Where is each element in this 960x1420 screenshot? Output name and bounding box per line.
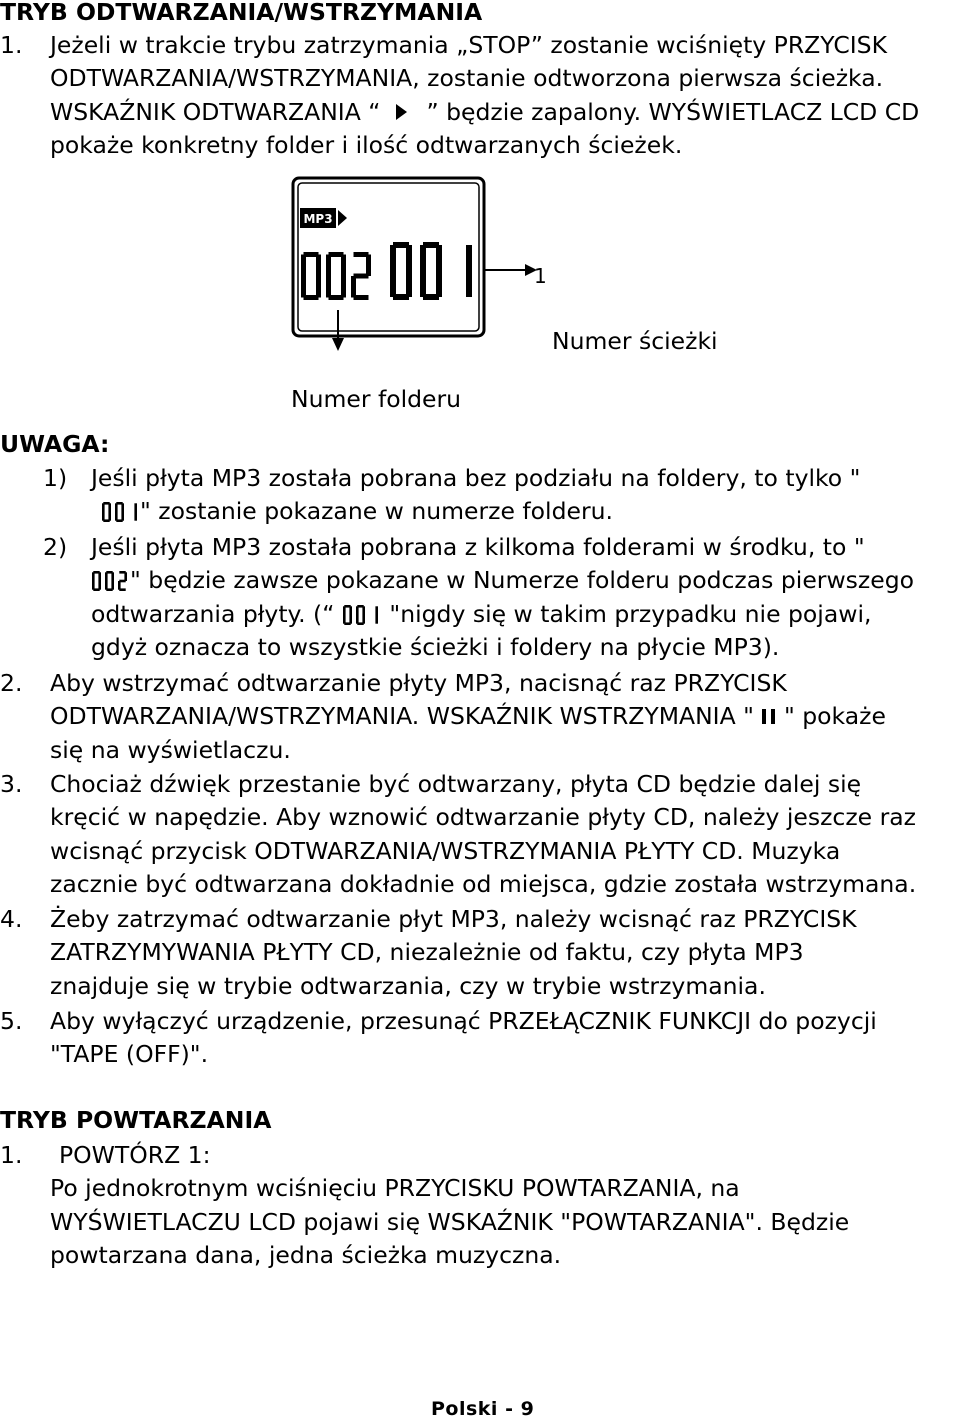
segment bbox=[366, 255, 371, 277]
segment bbox=[436, 271, 442, 297]
section-title-repeat: TRYB POWTARZANIA bbox=[0, 1106, 272, 1134]
segment bbox=[92, 581, 95, 590]
segment bbox=[351, 276, 356, 298]
segment bbox=[406, 271, 412, 297]
lcd-marker-1: 1 bbox=[534, 264, 547, 288]
segment bbox=[376, 615, 379, 624]
list-item-number: 1. bbox=[0, 1141, 23, 1169]
paragraph-line: powtarzana dana, jedna ścieżka muzyczna. bbox=[50, 1241, 562, 1270]
list-item-number: 5. bbox=[0, 1007, 23, 1035]
text-fragment: " będzie zawsze pokazane w Numerze folderu podczas pierwszego bbox=[130, 566, 914, 595]
list-item-number: 3. bbox=[0, 770, 23, 798]
lcd-digits-chip-001 bbox=[342, 602, 381, 635]
segment bbox=[356, 606, 359, 615]
text-fragment: ODTWARZANIA/WSTRZYMANIA. WSKAŹNIK WSTRZYMANIA " bbox=[50, 702, 754, 731]
segment bbox=[92, 573, 95, 582]
paragraph-line: Żeby zatrzymać odtwarzanie płyt MP3, należy wcisnąć raz PRZYCISK bbox=[50, 905, 857, 933]
segment bbox=[363, 606, 366, 615]
paragraph-line: znajduje się w trybie odtwarzania, czy w trybie wstrzymania. bbox=[50, 971, 766, 1000]
segment bbox=[108, 504, 111, 513]
segment bbox=[121, 512, 124, 521]
paragraph-line: ZATRZYMYWANIA PŁYTY CD, niezależnie od faktu, czy płyta MP3 bbox=[50, 938, 804, 967]
segment bbox=[115, 512, 118, 521]
segment bbox=[326, 276, 331, 298]
lcd-frame-inner bbox=[298, 183, 479, 331]
folder-arrow-head bbox=[332, 338, 344, 351]
segment bbox=[376, 606, 379, 615]
text-fragment: "nigdy się w takim przypadku nie pojawi, bbox=[389, 599, 872, 628]
segment bbox=[102, 504, 105, 513]
paragraph-line bbox=[50, 96, 919, 129]
segment bbox=[466, 245, 472, 271]
segment bbox=[466, 271, 472, 297]
segment bbox=[119, 589, 125, 592]
play-indicator-icon bbox=[380, 101, 426, 123]
list-item-number: 1. bbox=[0, 31, 23, 59]
page-footer: Polski - 9 bbox=[431, 1398, 535, 1420]
segment bbox=[326, 255, 331, 277]
paragraph-line: się na wyświetlaczu. bbox=[50, 735, 291, 764]
segment bbox=[108, 512, 111, 521]
segment bbox=[124, 573, 127, 582]
paragraph-line bbox=[50, 700, 886, 733]
segment bbox=[111, 573, 114, 582]
segment bbox=[316, 276, 321, 298]
segment bbox=[436, 245, 442, 271]
lcd-digits-chip-002 bbox=[91, 568, 130, 601]
repeat-heading: POWTÓRZ 1: bbox=[59, 1141, 211, 1169]
segment bbox=[105, 581, 108, 590]
list-item-number: 2. bbox=[0, 669, 23, 697]
lcd-digits-chip-001 bbox=[101, 499, 140, 532]
paragraph-line: ODTWARZANIA/WSTRZYMANIA, zostanie odtworzona pierwsza ścieżka. bbox=[50, 64, 884, 93]
note-title: UWAGA: bbox=[0, 430, 110, 458]
list-item-number: 4. bbox=[0, 905, 23, 933]
segment bbox=[134, 512, 137, 521]
paragraph-line: Chociaż dźwięk przestanie być odtwarzany, płyta CD będzie dalej się bbox=[50, 770, 862, 798]
paragraph-line: Jeśli płyta MP3 została pobrana bez podziału na foldery, to tylko " bbox=[91, 464, 861, 492]
segment bbox=[301, 255, 306, 277]
paragraph-line: "TAPE (OFF)". bbox=[50, 1040, 209, 1069]
mp3-badge-text: MP3 bbox=[303, 212, 333, 226]
segment bbox=[341, 255, 346, 277]
lcd-play-icon bbox=[338, 210, 347, 226]
paragraph-line: Po jednokrotnym wciśnięciu PRZYCISKU POWTARZANIA, na bbox=[50, 1174, 740, 1203]
paragraph-line bbox=[91, 564, 914, 601]
segment bbox=[390, 271, 396, 297]
segment bbox=[390, 245, 396, 271]
paragraph-line: Aby wyłączyć urządzenie, przesunąć PRZEŁĄCZNIK FUNKCJI do pozycji bbox=[50, 1007, 877, 1035]
paragraph-line: pokaże konkretny folder i ilość odtwarzanych ścieżek. bbox=[50, 131, 683, 160]
note-item-number: 1) bbox=[43, 464, 68, 492]
paragraph-line: WYŚWIETLACZU LCD pojawi się WSKAŹNIK "POWTARZANIA". Będzie bbox=[50, 1207, 850, 1236]
paragraph-line: zacznie być odtwarzana dokładnie od miejsca, gdzie została wstrzymana. bbox=[50, 870, 917, 899]
segment bbox=[354, 295, 369, 300]
paragraph-line bbox=[91, 495, 613, 532]
segment bbox=[363, 615, 366, 624]
paragraph-line bbox=[91, 598, 871, 635]
segment bbox=[343, 615, 346, 624]
segment bbox=[111, 581, 114, 590]
paragraph-line: Aby wstrzymać odtwarzanie płyty MP3, nacisnąć raz PRZYCISK bbox=[50, 669, 787, 697]
lcd-frame bbox=[293, 178, 484, 336]
pause-indicator-icon bbox=[754, 705, 784, 727]
lcd-digits bbox=[301, 242, 472, 300]
paragraph-line: Jeżeli w trakcie trybu zatrzymania „STOP” zostanie wciśnięty PRZYCISK bbox=[50, 31, 888, 59]
paragraph-line: wcisnąć przycisk ODTWARZANIA/WSTRZYMANIA PŁYTY CD. Muzyka bbox=[50, 836, 841, 865]
text-fragment: " zostanie pokazane w numerze folderu. bbox=[140, 497, 613, 526]
segment bbox=[316, 255, 321, 277]
track-number-label: Numer ścieżki bbox=[552, 327, 718, 355]
paragraph-line: gdyż oznacza to wszystkie ścieżki i foldery na płycie MP3). bbox=[91, 633, 780, 662]
segment bbox=[118, 581, 121, 590]
segment bbox=[102, 512, 105, 521]
segment bbox=[420, 271, 426, 297]
segment bbox=[301, 276, 306, 298]
text-fragment: ” będzie zapalony. WYŚWIETLACZ LCD CD bbox=[426, 97, 920, 126]
text-fragment: " pokaże bbox=[783, 702, 886, 731]
segment bbox=[356, 615, 359, 624]
section-title-play-pause: TRYB ODTWARZANIA/WSTRZYMANIA bbox=[0, 0, 483, 26]
paragraph-line: Jeśli płyta MP3 została pobrana z kilkoma folderami w środku, to " bbox=[91, 533, 865, 561]
segment bbox=[115, 504, 118, 513]
segment bbox=[350, 615, 353, 624]
segment bbox=[105, 573, 108, 582]
segment bbox=[343, 606, 346, 615]
segment bbox=[350, 606, 353, 615]
segment bbox=[406, 245, 412, 271]
segment bbox=[134, 504, 137, 513]
segment bbox=[98, 573, 101, 582]
segment bbox=[121, 504, 124, 513]
segment bbox=[98, 581, 101, 590]
text-fragment: WSKAŹNIK ODTWARZANIA “ bbox=[50, 97, 381, 126]
segment bbox=[420, 245, 426, 271]
paragraph-line: kręcić w napędzie. Aby wznowić odtwarzanie płyty CD, należy jeszcze raz bbox=[50, 803, 917, 832]
folder-number-label: Numer folderu bbox=[291, 385, 462, 413]
text-fragment: odtwarzania płyty. (“ bbox=[91, 599, 335, 628]
note-item-number: 2) bbox=[43, 533, 68, 561]
segment bbox=[341, 276, 346, 298]
